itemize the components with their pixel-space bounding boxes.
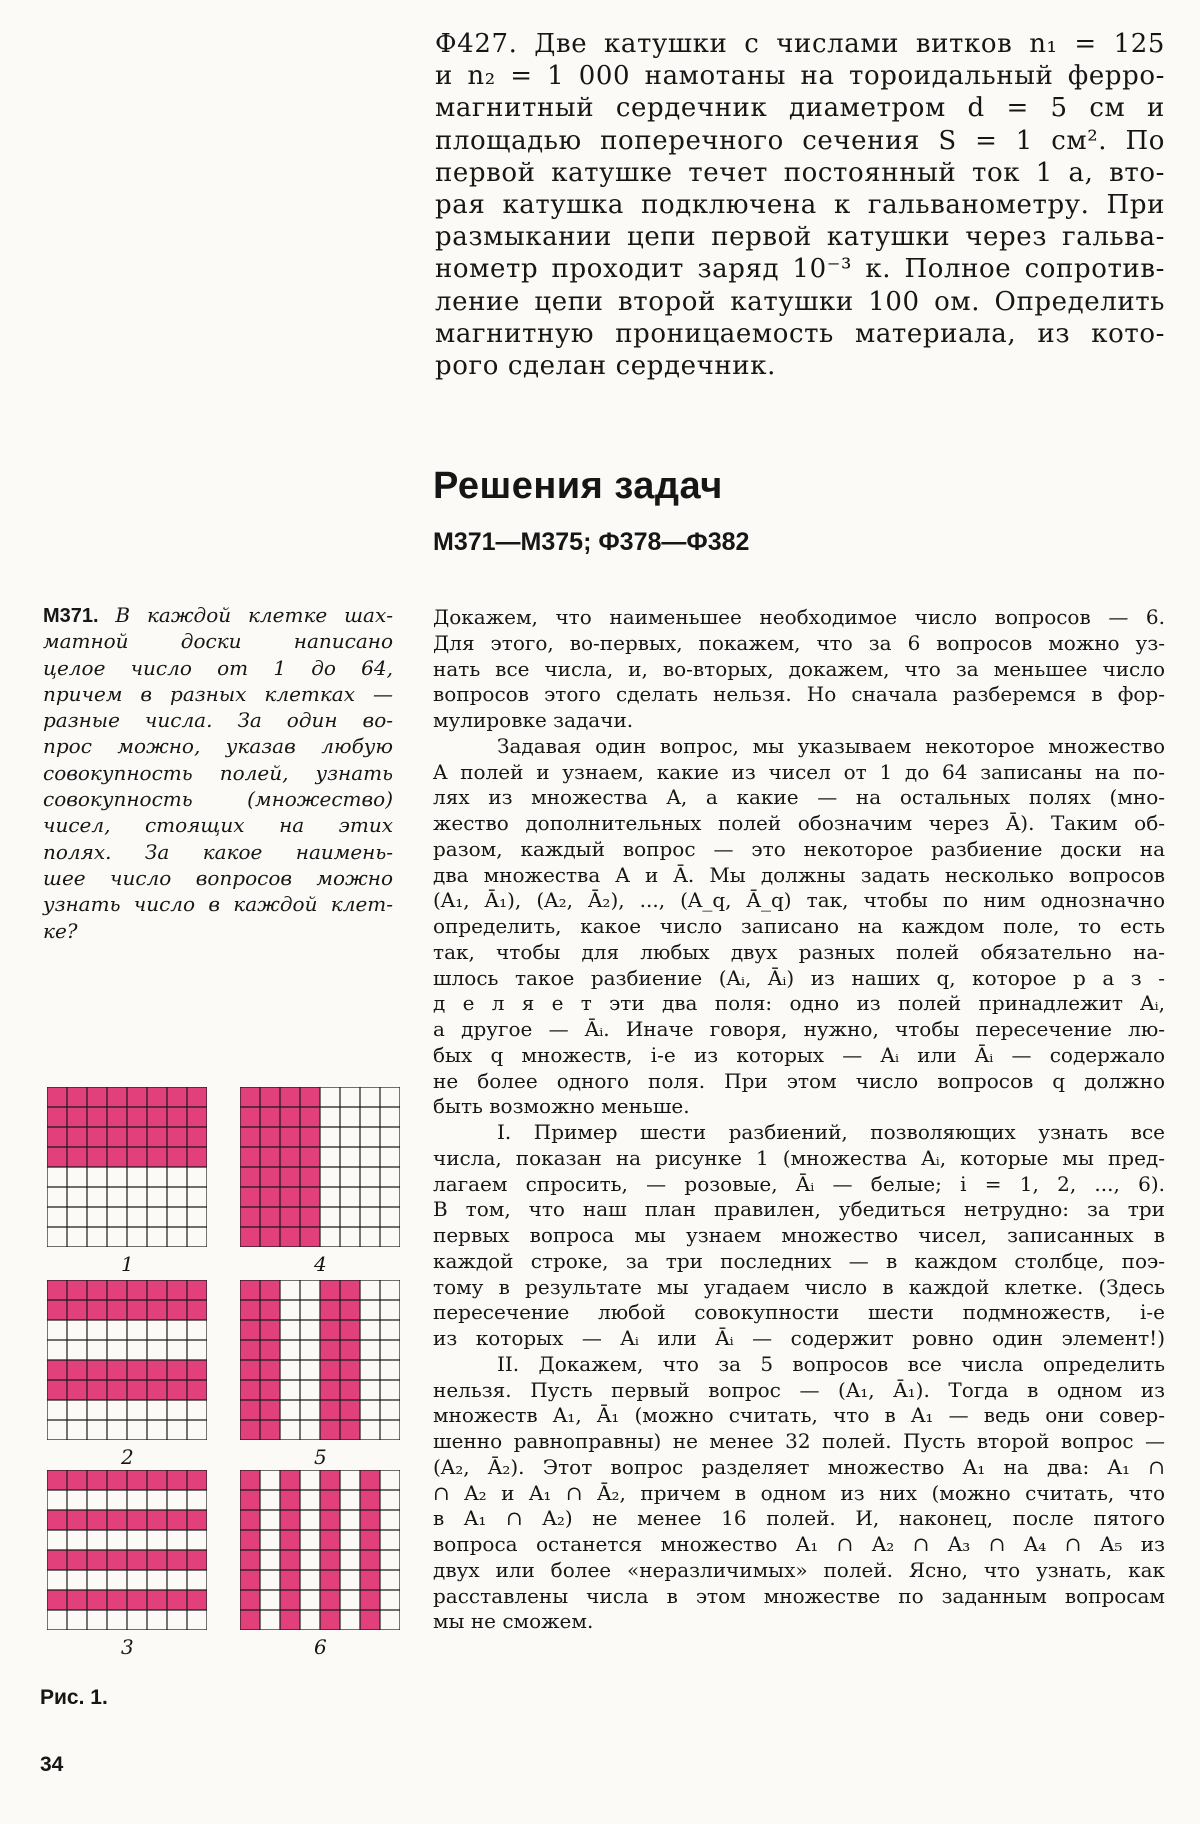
grid-diagram-4 bbox=[240, 1087, 400, 1247]
text-line: вопроса останется множество A₁ ∩ A₂ ∩ A₃ ∩ A₄ ∩ A₅ из bbox=[433, 1532, 1165, 1556]
grid-label: 5 bbox=[314, 1445, 327, 1469]
text-line: нометр проходит заряд 10⁻³ к. Полное сопротив- bbox=[435, 254, 1165, 285]
text-line: первой катушке течет постоянный ток 1 а, вто- bbox=[435, 157, 1165, 188]
text-line: из которых — Aᵢ или Āᵢ — содержит ровно один элемент!) bbox=[433, 1326, 1165, 1350]
text-line: размыкании цепи первой катушки через гальва- bbox=[435, 222, 1165, 253]
text-line: I. Пример шести разбиений, позволяющих узнать все bbox=[497, 1120, 1165, 1144]
text-line: Ф427. Две катушки с числами витков n₁ = 125 bbox=[435, 29, 1165, 59]
text-line: вопросов этого сделать нельзя. Но сначала разберемся в фор- bbox=[433, 682, 1165, 707]
text-line: двух или более «неразличимых» полей. Ясно, что узнать, как bbox=[433, 1557, 1165, 1582]
text-line: ∩ A₂ и A₁ ∩ Ā₂, причем в одном из них (можно считать, что bbox=[433, 1480, 1165, 1505]
text-line: рая катушка подключена к гальванометру. При bbox=[435, 189, 1165, 220]
text-line: полях. За какое наимень- bbox=[43, 839, 393, 864]
text-line: мы не сможем. bbox=[433, 1609, 594, 1634]
text-line: шее число вопросов можно bbox=[43, 865, 393, 890]
text-line: матной доски написано bbox=[43, 629, 393, 654]
text-line: быть возможно меньше. bbox=[433, 1094, 690, 1119]
grid-svg bbox=[240, 1087, 400, 1247]
grid-diagram-2 bbox=[47, 1280, 207, 1440]
text-line: д е л я е т эти два поля: одно из полей принадлежит Aᵢ, bbox=[433, 991, 1165, 1016]
text-line: целое число от 1 до 64, bbox=[43, 655, 393, 680]
text-line: (A₂, Ā₂). Этот вопрос разделяет множество A₁ на два: A₁ ∩ bbox=[433, 1454, 1165, 1479]
text-line: расставлены числа в этом множестве по заданным вопросам bbox=[433, 1583, 1165, 1608]
text-line: площадью поперечного сечения S = 1 см². По bbox=[435, 125, 1165, 156]
text-line: совокупность (множество) bbox=[43, 787, 393, 812]
text-line: (A₁, Ā₁), (A₂, Ā₂), ..., (A_q, Ā_q) так, чтобы по ним однозначно bbox=[433, 888, 1165, 913]
text-line: В том, что наш план правилен, убедиться нетрудно: за три bbox=[433, 1197, 1165, 1222]
text-line: причем в разных клетках — bbox=[43, 681, 393, 706]
text-line: разные числа. За один во- bbox=[43, 708, 393, 733]
text-line: первых вопроса мы узнаем множество чисел, записанных в bbox=[433, 1223, 1165, 1247]
text-line: числа, показан на рисунке 1 (множества Aᵢ, которые мы пред- bbox=[433, 1145, 1165, 1170]
text-line: а другое — Āᵢ. Иначе говоря, нужно, чтобы пересечение лю- bbox=[433, 1017, 1165, 1041]
problem-m371 bbox=[43, 602, 393, 944]
text-line: совокупность полей, узнать bbox=[43, 760, 393, 785]
text-line: лях из множества A, а какие — на остальных полях (мно- bbox=[433, 785, 1165, 810]
text-line: каждой строке, за три последних — в каждом столбце, поэ- bbox=[433, 1248, 1165, 1273]
grid-svg bbox=[240, 1470, 400, 1630]
text-line: Для этого, во-первых, покажем, что за 6 вопросов можно уз- bbox=[433, 630, 1165, 655]
text-line: Задавая один вопрос, мы указываем некоторое множество bbox=[497, 733, 1165, 758]
text-line: бых q множеств, i-е из которых — Aᵢ или Āᵢ — содержало bbox=[433, 1042, 1165, 1067]
solutions-range: М371—М375; Ф378—Ф382 bbox=[433, 528, 750, 556]
text-line: нельзя. Пусть первый вопрос — (A₁, Ā₁). Тогда в одном из bbox=[433, 1377, 1165, 1402]
text-line: мулировке задачи. bbox=[433, 708, 634, 732]
grid-diagram-1 bbox=[47, 1087, 207, 1247]
text-line: A полей и узнаем, какие из чисел от 1 до 64 записаны на по- bbox=[433, 759, 1165, 784]
problem-label: М371. bbox=[43, 605, 99, 627]
text-line: рого сделан сердечник. bbox=[435, 350, 776, 381]
text-line: нать все числа, и, во-вторых, докажем, что за меньшее число bbox=[433, 656, 1165, 681]
text-line: магнитную проницаемость материала, из кото- bbox=[435, 318, 1165, 349]
text-line: определить, какое число записано на каждом поле, то есть bbox=[433, 914, 1165, 938]
grid-diagram-5 bbox=[240, 1280, 400, 1440]
text-line bbox=[43, 602, 393, 628]
text-line: жество дополнительных полей обозначим через Ā). Таким об- bbox=[433, 811, 1165, 835]
solution-m371 bbox=[433, 605, 1165, 1635]
text-line: и n₂ = 1 000 намотаны на тороидальный ферро- bbox=[435, 61, 1165, 92]
figure-caption: Рис. 1. bbox=[40, 1686, 108, 1709]
text-line: II. Докажем, что за 5 вопросов все числа определить bbox=[497, 1351, 1165, 1376]
text-line: в A₁ ∩ A₂) не менее 16 полей. И, наконец, после пятого bbox=[433, 1506, 1165, 1531]
text-line: шлось такое разбиение (Aᵢ, Āᵢ) из наших q, которое р а з - bbox=[433, 965, 1165, 990]
grid-label: 1 bbox=[121, 1252, 134, 1276]
text-line: Докажем, что наименьшее необходимое число вопросов — 6. bbox=[433, 605, 1165, 629]
text-line-content: В каждой клетке шах- bbox=[98, 603, 393, 627]
text-line: тому в результате мы угадаем число в каждой клетке. (Здесь bbox=[433, 1274, 1165, 1299]
grid-label: 2 bbox=[121, 1445, 134, 1469]
grid-svg bbox=[240, 1280, 400, 1440]
text-line: чисел, стоящих на этих bbox=[43, 813, 393, 838]
text-line: разом, каждый вопрос — это некоторое разбиение доски на bbox=[433, 836, 1165, 861]
text-line: не более одного поля. При этом число вопросов q должно bbox=[433, 1068, 1165, 1093]
grid-svg bbox=[47, 1087, 207, 1247]
text-line: так, чтобы для любых двух разных полей обязательно на- bbox=[433, 939, 1165, 964]
text-line: шенно равноправны) не менее 32 полей. Пусть второй вопрос — bbox=[433, 1429, 1165, 1453]
text-line: множеств A₁, Ā₁ (можно считать, что в A₁ — ведь они совер- bbox=[433, 1403, 1165, 1428]
text-line: лагаем спросить, — розовые, Āᵢ — белые; i = 1, 2, ..., 6). bbox=[433, 1171, 1165, 1196]
grid-label: 6 bbox=[314, 1635, 327, 1659]
text-line: два множества A и Ā. Мы должны задать несколько вопросов bbox=[433, 862, 1165, 887]
text-line: ке? bbox=[43, 918, 78, 943]
grid-label: 4 bbox=[314, 1252, 327, 1276]
grid-svg bbox=[47, 1280, 207, 1440]
grid-diagram-3 bbox=[47, 1470, 207, 1630]
page-number: 34 bbox=[40, 1753, 64, 1776]
solutions-title: Решения задач bbox=[433, 465, 723, 507]
grid-label: 3 bbox=[121, 1635, 134, 1659]
problem-f427 bbox=[435, 28, 1165, 382]
text-line: прос можно, указав любую bbox=[43, 734, 393, 759]
text-line: пересечение любой совокупности шести подмножеств, i-е bbox=[433, 1300, 1165, 1325]
text-line: ление цепи второй катушки 100 ом. Определить bbox=[435, 286, 1165, 317]
text-line: узнать число в каждой клет- bbox=[43, 892, 393, 917]
text-line: магнитный сердечник диаметром d = 5 см и bbox=[435, 93, 1165, 124]
grid-diagram-6 bbox=[240, 1470, 400, 1630]
grid-svg bbox=[47, 1470, 207, 1630]
